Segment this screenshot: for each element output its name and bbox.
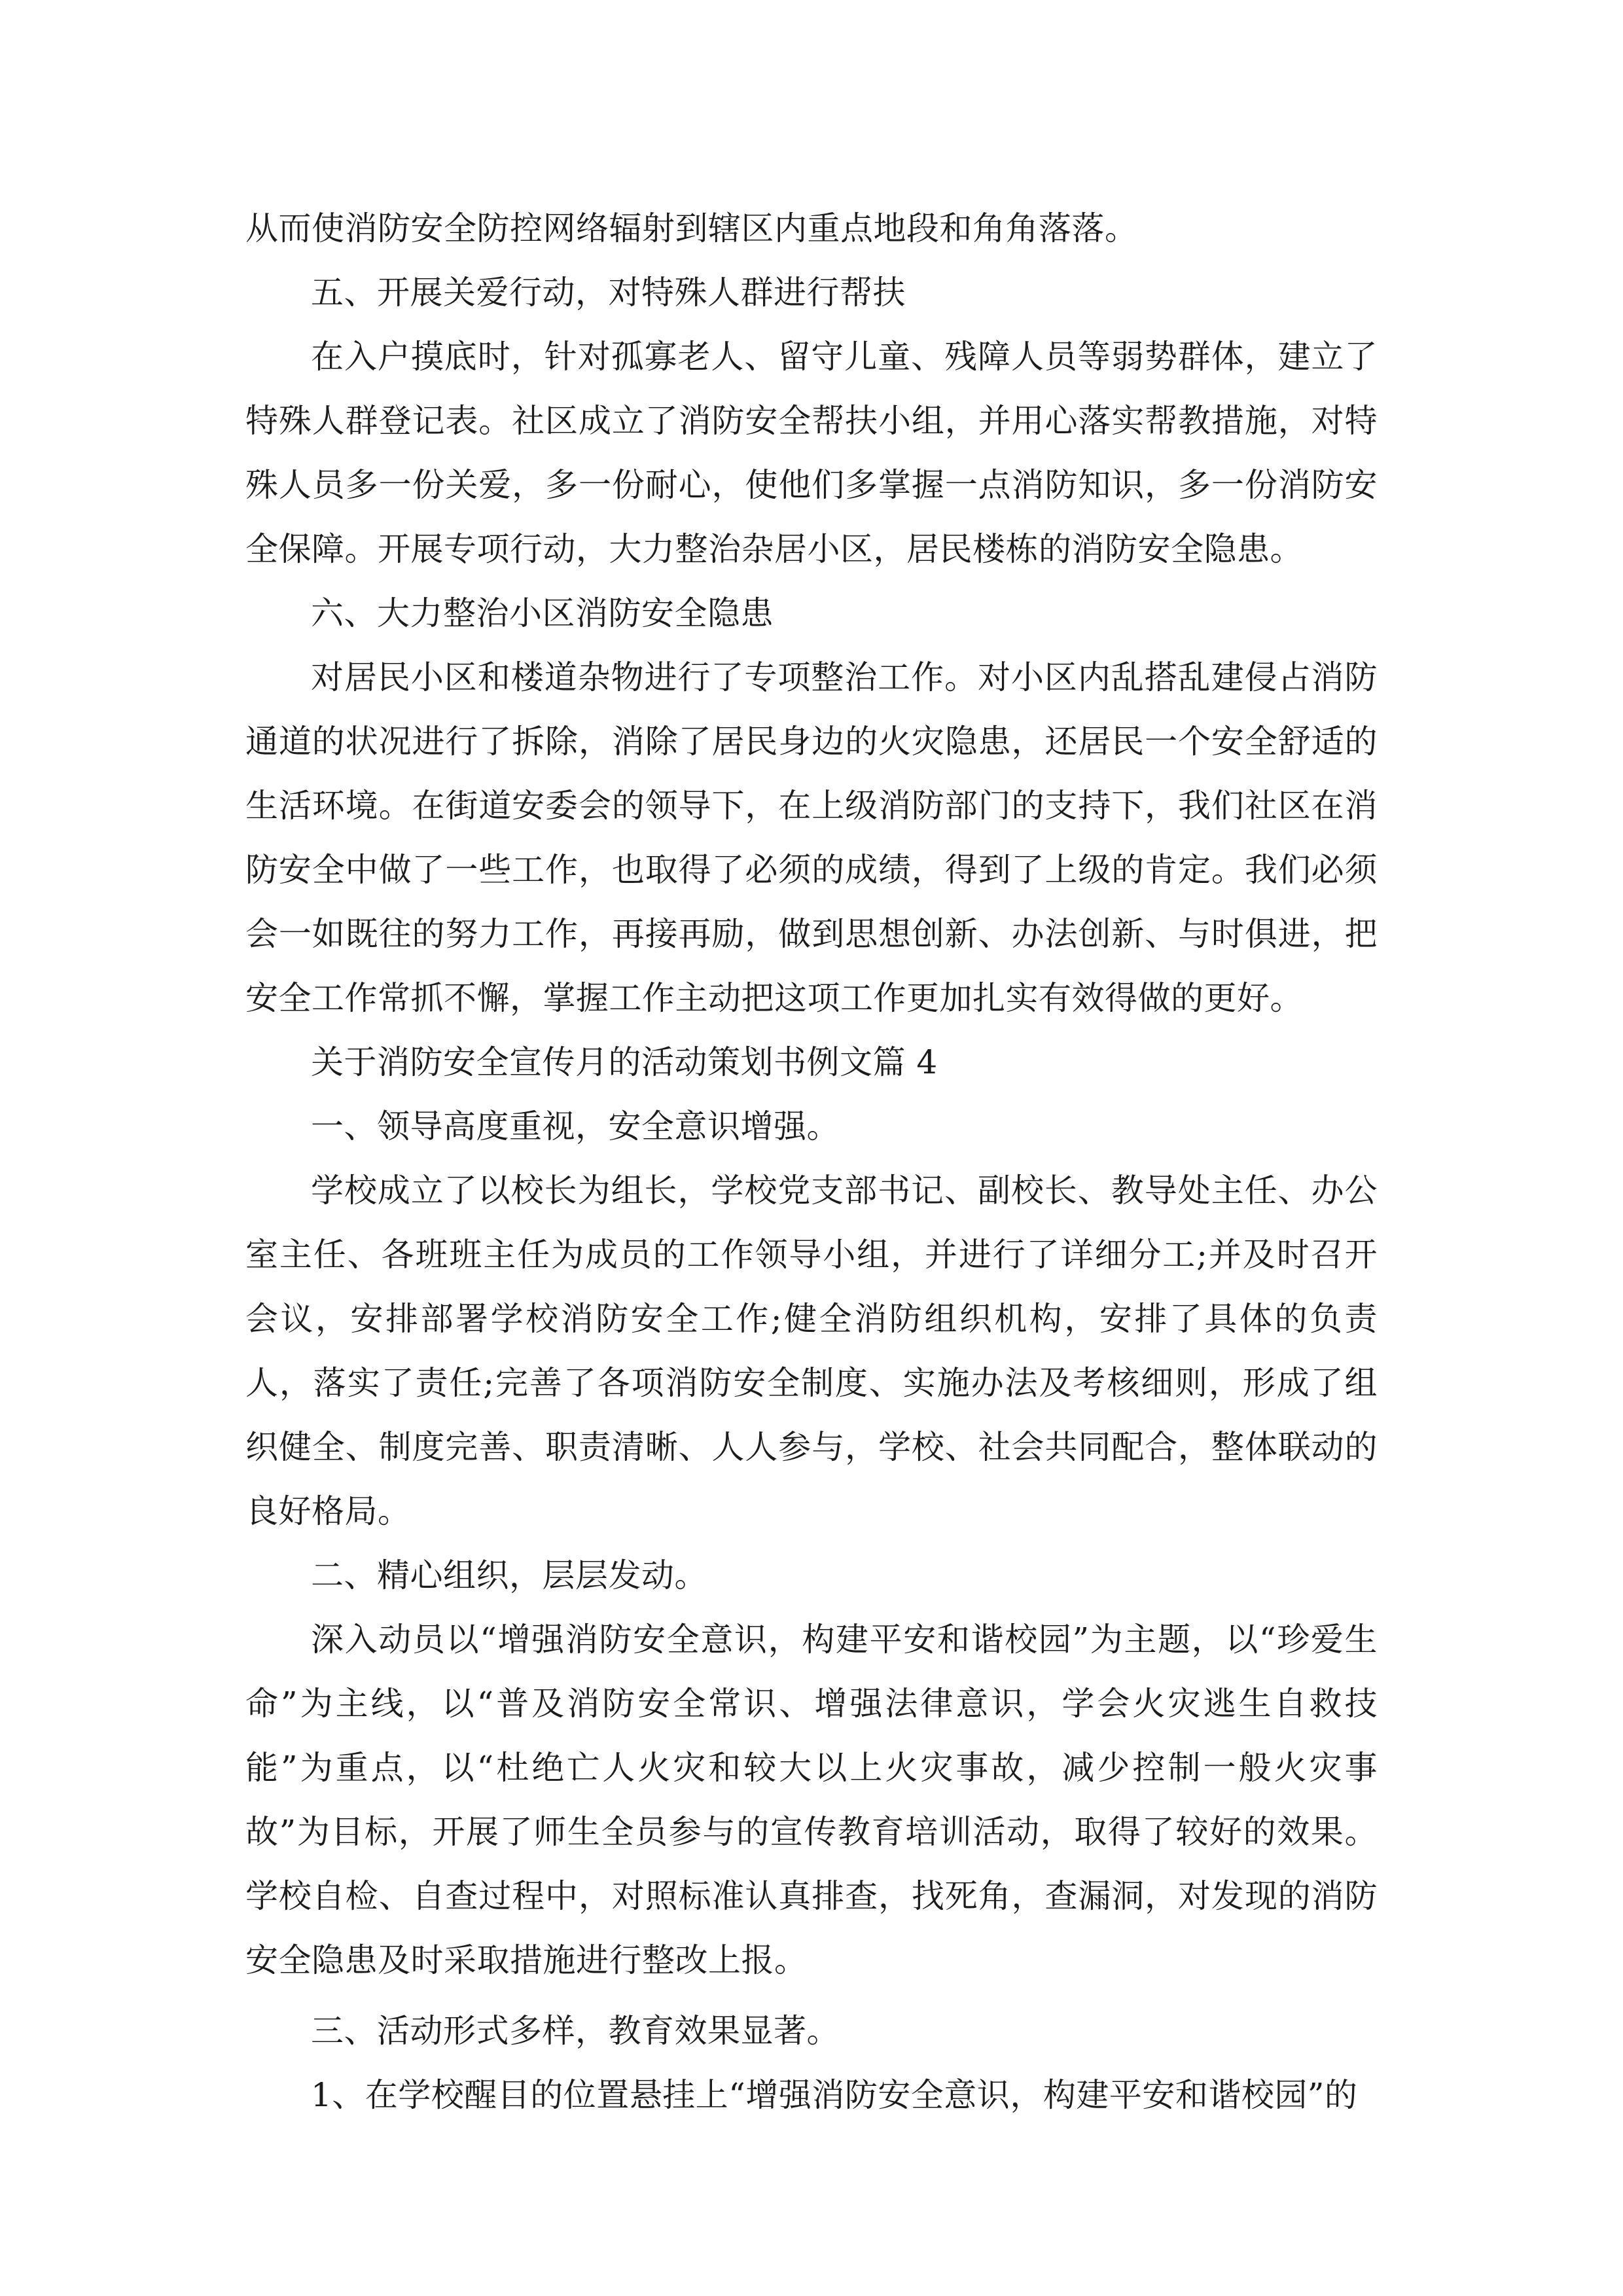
- article-title: 关于消防安全宣传月的活动策划书例文篇 4: [311, 1043, 938, 1081]
- section-heading-6: 六、大力整治小区消防安全隐患: [311, 594, 774, 632]
- document-body: [245, 196, 1378, 2127]
- section-heading-5: 五、开展关爱行动，对特殊人群进行帮扶: [311, 274, 906, 312]
- paragraph-rectification: 对居民小区和楼道杂物进行了专项整治工作。对小区内乱搭乱建侵占消防通道的状况进行了拆除，消除了居民身边的火灾隐患，还居民一个安全舒适的生活环境。在街道安委会的领导下，在上级消防部门的支持下，我们社区在消防安全中做了一些工作，也取得了必须的成绩，得到了上级的肯定。我们必须会一如既往的努力工作，再接再励，做到思想创新、办法创新、与时俱进，把安全工作常抓不懈，掌握工作主动把这项工作更加扎实有效得做的更好。: [245, 658, 1378, 1017]
- section-heading-2: 二、精心组织，层层发动。: [311, 1556, 707, 1594]
- paragraph-leadership: 学校成立了以校长为组长，学校党支部书记、副校长、教导处主任、办公室主任、各班班主任为成员的工作领导小组，并进行了详细分工;并及时召开会议，安排部署学校消防安全工作;健全消防组织机构，安排了具体的负责人，落实了责任;完善了各项消防安全制度、实施办法及考核细则，形成了组织健全、制度完善、职责清晰、人人参与，学校、社会共同配合，整体联动的良好格局。: [245, 1172, 1378, 1530]
- paragraph-continuation: 从而使消防安全防控网络辐射到辖区内重点地段和角角落落。: [245, 209, 1138, 247]
- paragraph-item-1: 1、在学校醒目的位置悬挂上“增强消防安全意识，构建平安和谐校园”的: [311, 2076, 1358, 2114]
- paragraph-mobilization: 深入动员以“增强消防安全意识，构建平安和谐校园”为主题，以“珍爱生命”为主线，以“普及消防安全常识、增强法律意识，学会火灾逃生自救技能”为重点，以“杜绝亡人火灾和较大以上火灾事故，减少控制一般火灾事故”为目标，开展了师生全员参与的宣传教育培训活动，取得了较好的效果。学校自检、自查过程中，对照标准认真排查，找死角，查漏洞，对发现的消防安全隐患及时采取措施进行整改上报。: [245, 1621, 1378, 1979]
- section-heading-1: 一、领导高度重视，安全意识增强。: [311, 1107, 840, 1145]
- paragraph-special-groups: 在入户摸底时，针对孤寡老人、留守儿童、残障人员等弱势群体，建立了特殊人群登记表。社区成立了消防安全帮扶小组，并用心落实帮教措施，对特殊人员多一份关爱，多一份耐心，使他们多掌握一点消防知识，多一份消防安全保障。开展专项行动，大力整治杂居小区，居民楼栋的消防安全隐患。: [245, 338, 1378, 568]
- section-heading-3: 三、活动形式多样，教育效果显著。: [311, 2012, 840, 2050]
